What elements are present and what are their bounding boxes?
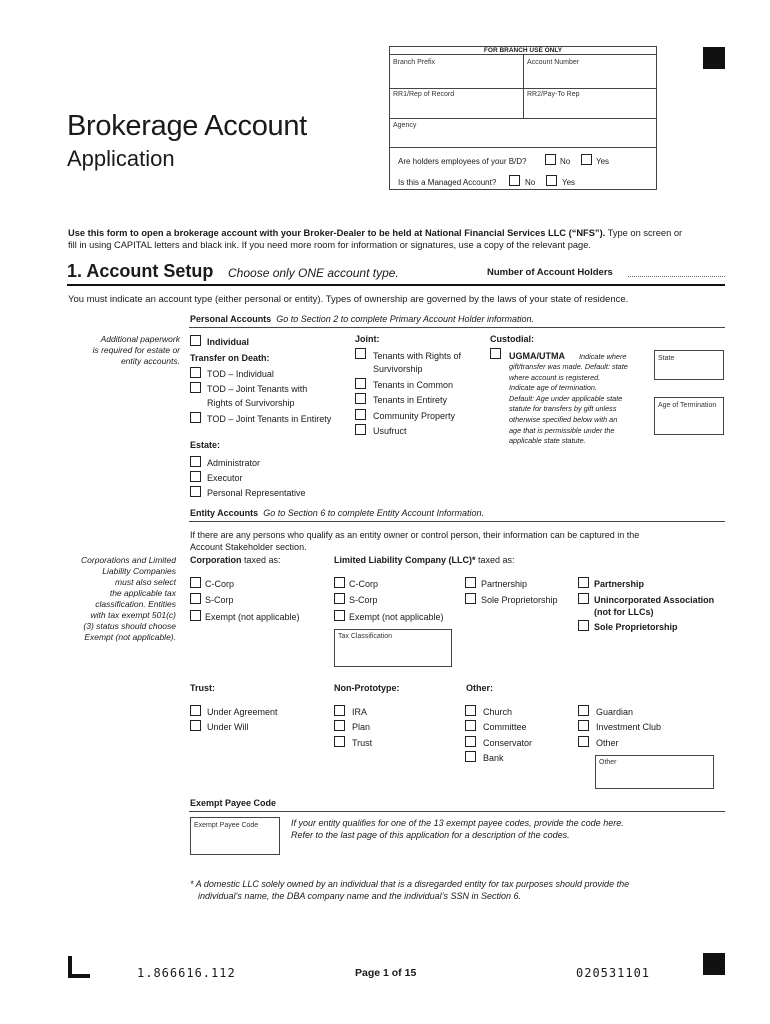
stakeholder-text: If there are any persons who qualify as an entity owner or control person, their information can be captured in the [190,530,640,540]
tod-joint-label-2: Rights of Survivorship [207,398,295,408]
account-number-field[interactable]: Account Number [527,59,580,66]
employees-yes-label: Yes [596,157,610,166]
llc-partnership-label: Partnership [481,579,528,589]
jt-rights-label: Tenants with Rights of [373,351,462,361]
llc-exempt-checkbox[interactable] [334,610,345,621]
bank-checkbox[interactable] [465,751,476,762]
partnership-checkbox[interactable] [578,577,589,588]
jt-rights-label-2: Survivorship [373,364,423,374]
corp-ccorp-label: C-Corp [205,579,235,589]
corp-header-row: Corporation taxed as: [190,555,281,565]
tod-individual-label: TOD – Individual [207,369,274,379]
employees-no-label: No [560,157,571,166]
conservator-label: Conservator [483,738,533,748]
jt-usufruct-checkbox[interactable] [355,424,366,435]
partnership-label: Partnership [594,579,645,589]
page-subtitle: Application [67,146,175,171]
exempt-payee-header: Exempt Payee Code [190,798,277,808]
tod-joint-checkbox[interactable] [190,382,201,393]
exempt-payee-note: If your entity qualifies for one of the 13 exempt payee codes, provide the code here. [291,818,624,828]
plan-label: Plan [352,722,371,732]
rr2-field[interactable]: RR2/Pay-To Rep [527,91,580,98]
unincorporated-label-2: (not for LLCs) [594,607,654,617]
jt-community-checkbox[interactable] [355,409,366,420]
exempt-payee-rule [189,811,725,812]
investment-club-checkbox[interactable] [578,720,589,731]
corp-exempt-checkbox[interactable] [190,610,201,621]
jt-entirety-checkbox[interactable] [355,393,366,404]
llc-exempt-label: Exempt (not applicable) [349,612,444,622]
must-indicate-text: You must indicate an account type (either personal or entity). Types of ownership are governed by the laws of your state of residence. [68,294,629,305]
llc-scorp-label: S-Corp [349,595,378,605]
tod-joint-label: TOD – Joint Tenants with [207,384,308,394]
trust-agreement-checkbox[interactable] [190,705,201,716]
unincorporated-label: Unincorporated Association [594,595,715,605]
corp-ccorp-checkbox[interactable] [190,577,201,588]
sole-proprietorship-checkbox[interactable] [578,620,589,631]
managed-no-checkbox[interactable] [509,175,520,186]
section-title: 1. Account Setup [67,261,214,281]
ugma-note: Indicate where [579,352,627,361]
section-rule [67,284,725,286]
llc-ccorp-checkbox[interactable] [334,577,345,588]
llc-header-row: Limited Liability Company (LLC)* taxed as: [334,555,515,565]
form-number: 1.866616.112 [137,966,236,980]
branch-divider [389,118,657,119]
estate-admin-checkbox[interactable] [190,456,201,467]
jt-entirety-label: Tenants in Entirety [373,395,448,405]
trust-will-checkbox[interactable] [190,720,201,731]
ugma-label: UGMA/UTMA [509,351,565,361]
entity-side-note: Corporations and Limited Liability Companies must also select the applicable tax classification. Entities with tax exempt 501(c) (3) status should choose Exempt (not applicable). [81,555,176,642]
other-label: Other [596,738,619,748]
llc-soleprop-checkbox[interactable] [465,593,476,604]
llc-partnership-checkbox[interactable] [465,577,476,588]
page-title: Brokerage Account [67,110,307,142]
corp-scorp-label: S-Corp [205,595,234,605]
corner-mark-horizontal [68,974,90,978]
guardian-checkbox[interactable] [578,705,589,716]
document-code: 020531101 [576,966,651,980]
footnote: * A domestic LLC solely owned by an individual that is a disregarded entity for tax purposes should provide the [190,879,630,889]
employees-question: Are holders employees of your B/D? [398,157,527,166]
personal-header-row: Personal Accounts Go to Section 2 to complete Primary Account Holder information. [190,314,535,324]
tod-entirety-label: TOD – Joint Tenants in Entirety [207,414,332,424]
footnote-2: individual’s name, the DBA company name and the individual’s SSN in Section 6. [198,891,522,901]
jt-common-checkbox[interactable] [355,378,366,389]
trust-header: Trust: [190,683,216,693]
jt-community-label: Community Property [373,411,456,421]
section-subtitle: Choose only ONE account type. [228,266,399,280]
entity-header-row: Entity Accounts Go to Section 6 to complete Entity Account Information. [190,508,484,518]
individual-checkbox[interactable] [190,335,201,346]
exempt-payee-note-2: Refer to the last page of this application for a description of the codes. [291,830,570,840]
church-checkbox[interactable] [465,705,476,716]
branch-vdivider [523,55,524,118]
joint-header: Joint: [355,334,380,344]
unincorporated-checkbox[interactable] [578,593,589,604]
intro-text: Use this form to open a brokerage account with your Broker-Dealer to be held at National Financial Services LLC (“NFS”). Type on screen or [68,228,683,238]
branch-divider [389,147,657,148]
plan-checkbox[interactable] [334,720,345,731]
investment-club-label: Investment Club [596,722,662,732]
managed-yes-label: Yes [562,178,576,187]
estate-executor-label: Executor [207,473,243,483]
llc-soleprop-label: Sole Proprietorship [481,595,558,605]
state-label: State [658,355,675,362]
branch-prefix-field[interactable]: Branch Prefix [393,59,436,66]
estate-personal-checkbox[interactable] [190,486,201,497]
llc-scorp-checkbox[interactable] [334,593,345,604]
guardian-label: Guardian [596,707,634,717]
num-holders-input[interactable] [628,276,725,277]
tod-individual-checkbox[interactable] [190,367,201,378]
agency-field[interactable]: Agency [393,122,417,129]
nonproto-header: Non-Prototype: [334,683,400,693]
bank-label: Bank [483,753,504,763]
entity-rule [189,521,725,522]
employees-yes-checkbox[interactable] [581,154,592,165]
jt-common-label: Tenants in Common [373,380,454,390]
estate-header: Estate: [190,440,221,450]
corp-exempt-label: Exempt (not applicable) [205,612,300,622]
age-termination-label: Age of Termination [658,402,717,409]
stakeholder-text-2: Account Stakeholder section. [190,542,307,552]
ugma-note-block: gift/transfer was made. Default: state where account is registered. Indicate age of termination. Default: Age under applicable state statute for transfers by gift unless otherwise specified below with an age that is permissible under the applicable state statute. [509,362,628,446]
conservator-checkbox[interactable] [465,736,476,747]
nonproto-trust-label: Trust [352,738,373,748]
committee-label: Committee [483,722,527,732]
jt-usufruct-label: Usufruct [373,426,407,436]
tax-classification-label: Tax Classification [338,633,393,640]
managed-question: Is this a Managed Account? [398,178,497,187]
committee-checkbox[interactable] [465,720,476,731]
other-field-label: Other [599,759,617,766]
ira-checkbox[interactable] [334,705,345,716]
registration-mark-bottom [703,953,725,975]
llc-ccorp-label: C-Corp [349,579,379,589]
ira-label: IRA [352,707,368,717]
corp-scorp-checkbox[interactable] [190,593,201,604]
rr1-field[interactable]: RR1/Rep of Record [393,91,455,98]
employees-no-checkbox[interactable] [545,154,556,165]
estate-personal-label: Personal Representative [207,488,306,498]
num-holders-label: Number of Account Holders [487,267,613,278]
personal-side-note: Additional paperwork is required for estate or entity accounts. [92,334,180,366]
church-label: Church [483,707,513,717]
managed-no-label: No [525,178,536,187]
estate-admin-label: Administrator [207,458,261,468]
trust-will-label: Under Will [207,722,249,732]
personal-rule [189,327,725,328]
other-header: Other: [466,683,493,693]
intro-text-line2: fill in using CAPITAL letters and black ink. If you need more room for information or signatures, use a copy of the relevant page. [68,240,591,250]
jt-rights-checkbox[interactable] [355,348,366,359]
nonproto-trust-checkbox[interactable] [334,736,345,747]
tod-entirety-checkbox[interactable] [190,412,201,423]
registration-mark-top [703,47,725,69]
individual-label: Individual [207,337,250,347]
custodial-header: Custodial: [490,334,534,344]
trust-agreement-label: Under Agreement [207,707,278,717]
other-checkbox[interactable] [578,736,589,747]
managed-yes-checkbox[interactable] [546,175,557,186]
estate-executor-checkbox[interactable] [190,471,201,482]
branch-header: FOR BRANCH USE ONLY [483,47,563,54]
exempt-payee-field-label: Exempt Payee Code [194,822,259,829]
page-number: Page 1 of 15 [355,967,417,979]
ugma-checkbox[interactable] [490,348,501,359]
tod-header: Transfer on Death: [190,353,270,363]
sole-proprietorship-label: Sole Proprietorship [594,622,678,632]
